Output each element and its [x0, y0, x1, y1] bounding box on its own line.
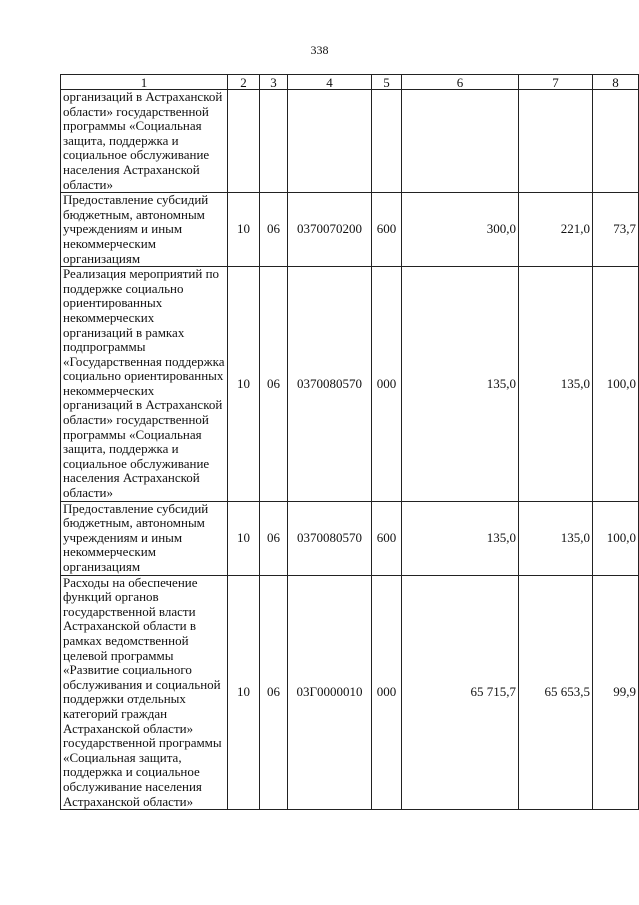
cell-planned: 65 715,7 — [402, 575, 519, 810]
header-cell-3: 3 — [260, 75, 288, 90]
cell-executed: 135,0 — [519, 501, 593, 575]
cell-target-article: 0370070200 — [288, 193, 372, 267]
table-row — [61, 193, 639, 267]
header-cell-1: 1 — [61, 75, 228, 90]
cell-expense-type: 000 — [372, 575, 402, 810]
table-row — [61, 501, 639, 575]
cell-executed — [519, 90, 593, 193]
header-cell-7: 7 — [519, 75, 593, 90]
cell-subsection: 06 — [260, 575, 288, 810]
header-row — [61, 75, 639, 90]
cell-target-article: 03Г0000010 — [288, 575, 372, 810]
cell-executed: 65 653,5 — [519, 575, 593, 810]
header-cell-8: 8 — [593, 75, 639, 90]
budget-table — [60, 74, 639, 810]
cell-planned — [402, 90, 519, 193]
page-number: 338 — [310, 43, 329, 57]
cell-percent: 100,0 — [593, 267, 639, 502]
cell-executed: 221,0 — [519, 193, 593, 267]
header-cell-5: 5 — [372, 75, 402, 90]
cell-expense-type — [372, 90, 402, 193]
table-row — [61, 267, 639, 502]
cell-expense-type: 000 — [372, 267, 402, 502]
header-cell-6: 6 — [402, 75, 519, 90]
cell-subsection: 06 — [260, 193, 288, 267]
cell-percent: 100,0 — [593, 501, 639, 575]
cell-target-article: 0370080570 — [288, 501, 372, 575]
row-description: Реализация мероприятий по поддержке социально ориентированных некоммерческих организаций в рамках подпрограммы «Государственная поддержка социально ориентированных некоммерческих организаций в Астраханской области» государственной программы «Социальная защита, поддержка и социальное обслуживание населения Астраханской области» — [61, 267, 228, 502]
row-description: Предоставление субсидий бюджетным, автономным учреждениям и иным некоммерческим организациям — [61, 501, 228, 575]
cell-target-article: 0370080570 — [288, 267, 372, 502]
cell-section: 10 — [228, 575, 260, 810]
cell-section: 10 — [228, 193, 260, 267]
header-cell-2: 2 — [228, 75, 260, 90]
cell-percent: 99,9 — [593, 575, 639, 810]
cell-section: 10 — [228, 267, 260, 502]
cell-target-article — [288, 90, 372, 193]
row-description: Предоставление субсидий бюджетным, автономным учреждениям и иным некоммерческим организациям — [61, 193, 228, 267]
cell-executed: 135,0 — [519, 267, 593, 502]
cell-section: 10 — [228, 501, 260, 575]
cell-subsection: 06 — [260, 267, 288, 502]
cell-expense-type: 600 — [372, 193, 402, 267]
cell-planned: 135,0 — [402, 501, 519, 575]
cell-subsection — [260, 90, 288, 193]
table-row — [61, 90, 639, 193]
header-cell-4: 4 — [288, 75, 372, 90]
cell-section — [228, 90, 260, 193]
cell-planned: 135,0 — [402, 267, 519, 502]
cell-percent: 73,7 — [593, 193, 639, 267]
cell-planned: 300,0 — [402, 193, 519, 267]
row-description: Расходы на обеспечение функций органов государственной власти Астраханской области в рамках ведомственной целевой программы «Развитие социального обслуживания и социальной поддержки отдельных категорий граждан Астраханской области» государственной программы «Социальная защита, поддержка и социальное обслуживание населения Астраханской области» — [61, 575, 228, 810]
cell-subsection: 06 — [260, 501, 288, 575]
table-row — [61, 575, 639, 810]
cell-percent — [593, 90, 639, 193]
cell-expense-type: 600 — [372, 501, 402, 575]
row-description: организаций в Астраханской области» государственной программы «Социальная защита, поддержка и социальное обслуживание населения Астраханской области» — [61, 90, 228, 193]
